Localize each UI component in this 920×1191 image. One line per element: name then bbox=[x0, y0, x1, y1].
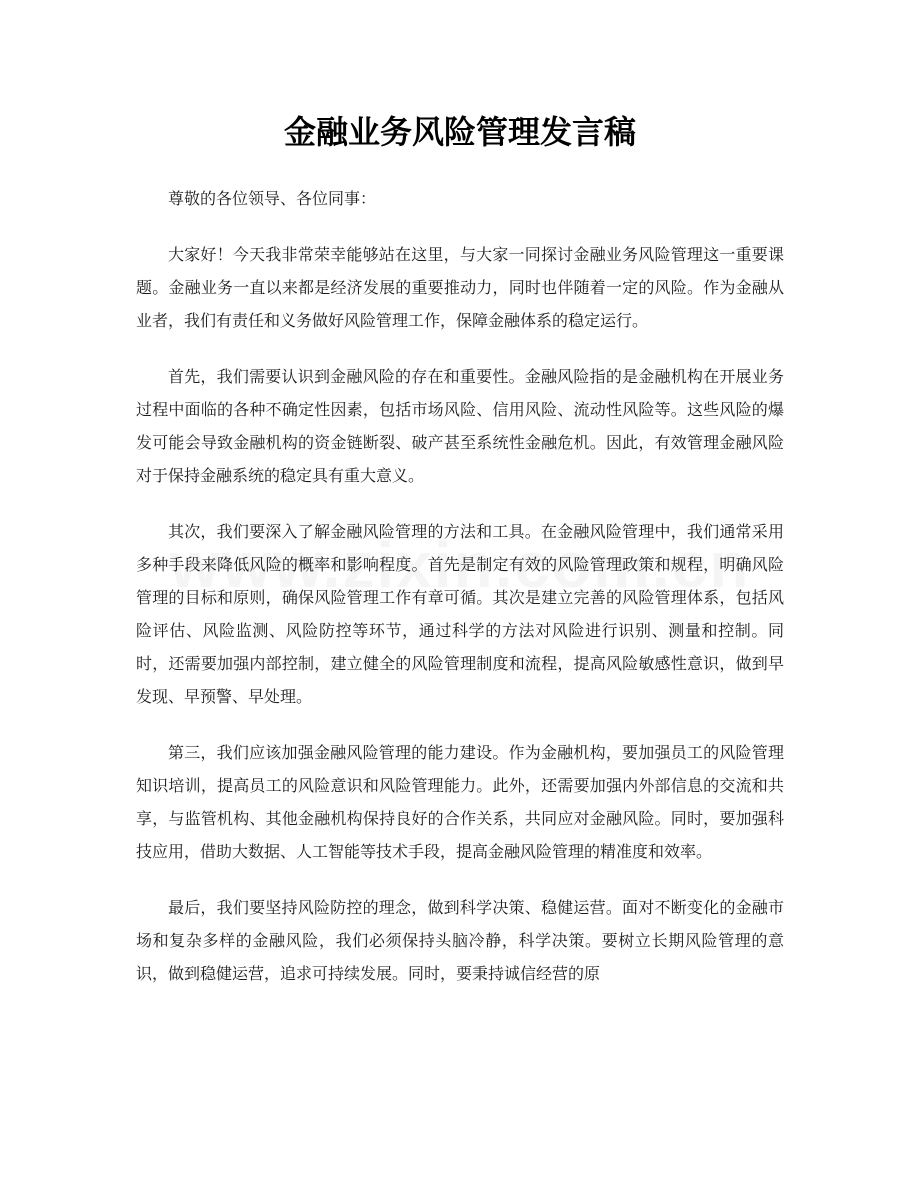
body-paragraph: 第三，我们应该加强金融风险管理的能力建设。作为金融机构，要加强员工的风险管理知识培训，提高员工的风险意识和风险管理能力。此外，还需要加强内外部信息的交流和共享，与监管机构、其他金融机构保持良好的合作关系，共同应对金融风险。同时，要加强科技应用，借助大数据、人工智能等技术手段，提高金融风险管理的精准度和效率。 bbox=[136, 743, 784, 861]
body-paragraph: 大家好！今天我非常荣幸能够站在这里，与大家一同探讨金融业务风险管理这一重要课题。金融业务一直以来都是经济发展的重要推动力，同时也伴随着一定的风险。作为金融从业者，我们有责任和义务做好风险管理工作，保障金融体系的稳定运行。 bbox=[136, 245, 784, 330]
body-paragraph: 其次，我们要深入了解金融风险管理的方法和工具。在金融风险管理中，我们通常采用多种手段来降低风险的概率和影响程度。首先是制定有效的风险管理政策和规程，明确风险管理的目标和原则，确保风险管理工作有章可循。其次是建立完善的风险管理体系，包括风险评估、风险监测、风险防控等环节，通过科学的方法对风险进行识别、测量和控制。同时，还需要加强内部控制，建立健全的风险管理制度和流程，提高风险敏感性意识，做到早发现、早预警、早处理。 bbox=[136, 522, 784, 706]
body-paragraph: 首先，我们需要认识到金融风险的存在和重要性。金融风险指的是金融机构在开展业务过程中面临的各种不确定性因素，包括市场风险、信用风险、流动性风险等。这些风险的爆发可能会导致金融机构的资金链断裂、破产甚至系统性金融危机。因此，有效管理金融风险对于保持金融系统的稳定具有重大意义。 bbox=[136, 367, 784, 485]
document-body bbox=[136, 182, 784, 1013]
body-paragraph: 最后，我们要坚持风险防控的理念，做到科学决策、稳健运营。面对不断变化的金融市场和复杂多样的金融风险，我们必须保持头脑冷静，科学决策。要树立长期风险管理的意识，做到稳健运营，追求可持续发展。同时，要秉持诚信经营的原 bbox=[136, 898, 784, 983]
greeting-paragraph: 尊敬的各位领导、各位同事： bbox=[168, 189, 377, 208]
document-title: 金融业务风险管理发言稿 bbox=[283, 113, 636, 151]
